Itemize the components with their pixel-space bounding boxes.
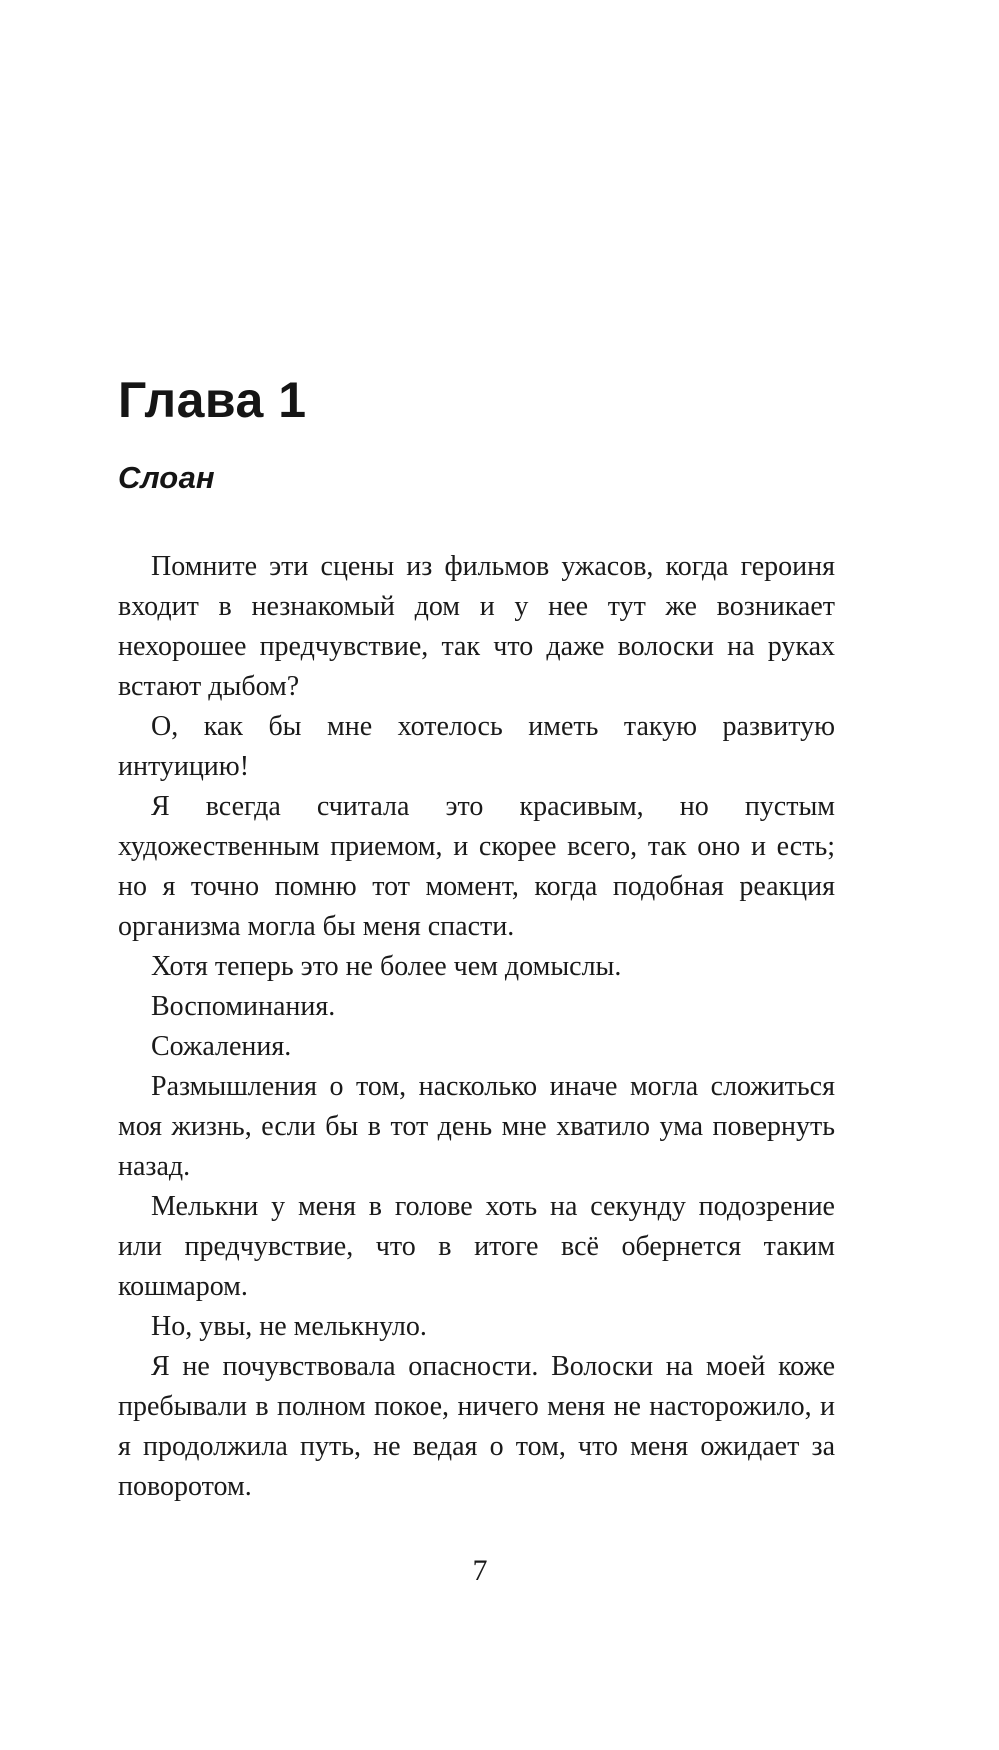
paragraph: Мелькни у меня в голове хоть на секунду подозрение или предчувствие, что в итоге всё обернется таким кошмаром. [118, 1191, 835, 1302]
chapter-body [118, 547, 835, 1507]
chapter-title: Глава 1 [118, 372, 307, 428]
paragraph: Сожаления. [151, 1031, 292, 1062]
paragraph: О, как бы мне хотелось иметь такую развитую интуицию! [118, 711, 835, 782]
paragraph: Я всегда считала это красивым, но пустым художественным приемом, и скорее всего, так оно и есть; но я точно помню тот момент, когда подобная реакция организма могла бы меня спасти. [118, 791, 835, 942]
page-number: 7 [472, 1554, 488, 1587]
paragraph: Воспоминания. [151, 991, 336, 1022]
paragraph: Но, увы, не мелькнуло. [151, 1311, 427, 1342]
paragraph: Хотя теперь это не более чем домыслы. [151, 951, 622, 982]
chapter-subtitle: Слоан [118, 460, 215, 495]
paragraph: Помните эти сцены из фильмов ужасов, когда героиня входит в незнакомый дом и у нее тут же возникает нехорошее предчувствие, так что даже волоски на руках встают дыбом? [118, 551, 835, 702]
paragraph: Размышления о том, насколько иначе могла сложиться моя жизнь, если бы в тот день мне хватило ума повернуть назад. [118, 1071, 835, 1182]
paragraph: Я не почувствовала опасности. Волоски на моей коже пребывали в полном покое, ничего меня не насторожило, и я продолжила путь, не ведая о том, что меня ожидает за поворотом. [118, 1351, 835, 1502]
